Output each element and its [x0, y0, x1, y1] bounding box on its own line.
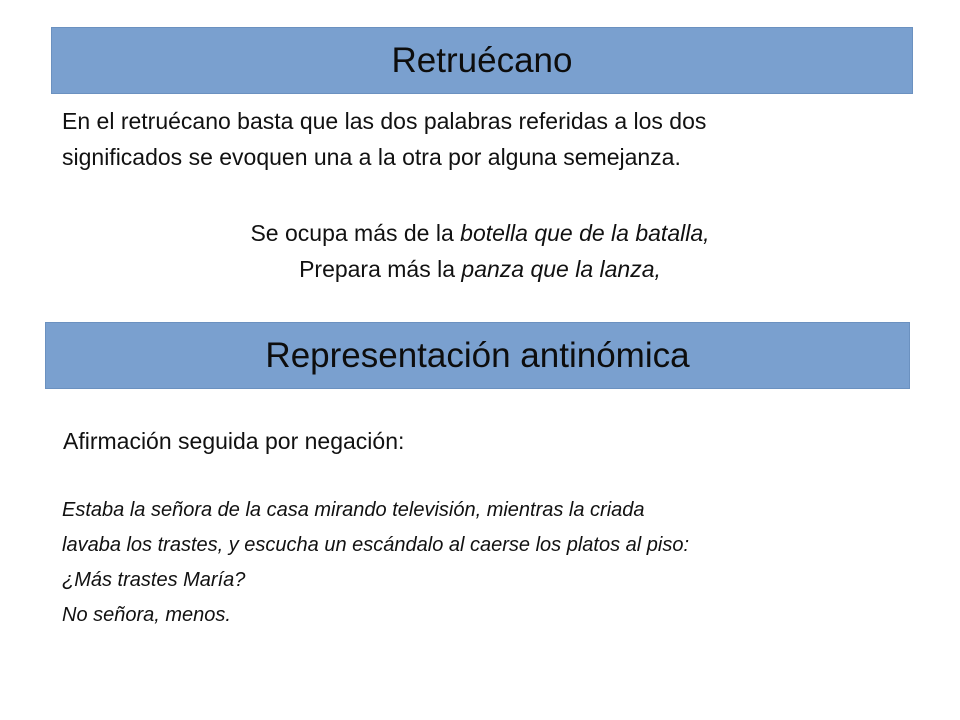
example-italic-text: botella que de la batalla, [460, 220, 710, 246]
description-line: En el retruécano basta que las dos palabras referidas a los dos [62, 108, 707, 134]
section-title: Retruécano [391, 40, 573, 80]
anecdote-line: ¿Más trastes María? [62, 569, 246, 591]
example-line [0, 215, 960, 251]
example-plain-text: Se ocupa más de la [250, 220, 461, 246]
anecdote-paragraph [62, 493, 922, 633]
section-title-banner [51, 27, 913, 94]
example-italic-text: panza que la lanza, [461, 256, 661, 282]
examples-block [0, 215, 960, 287]
anecdote-line: Estaba la señora de la casa mirando televisión, mientras la criada [62, 499, 645, 521]
example-plain-text: Prepara más la [299, 256, 462, 282]
anecdote-line: No señora, menos. [62, 604, 231, 626]
description-line: significados se evoquen una a la otra por alguna semejanza. [62, 144, 681, 170]
subheading: Afirmación seguida por negación: [63, 428, 405, 454]
section-title: Representación antinómica [265, 335, 690, 375]
anecdote-line: lavaba los trastes, y escucha un escándalo al caerse los platos al piso: [62, 534, 690, 556]
example-line [0, 251, 960, 287]
description-paragraph [62, 103, 892, 175]
section-title-banner [45, 322, 910, 389]
